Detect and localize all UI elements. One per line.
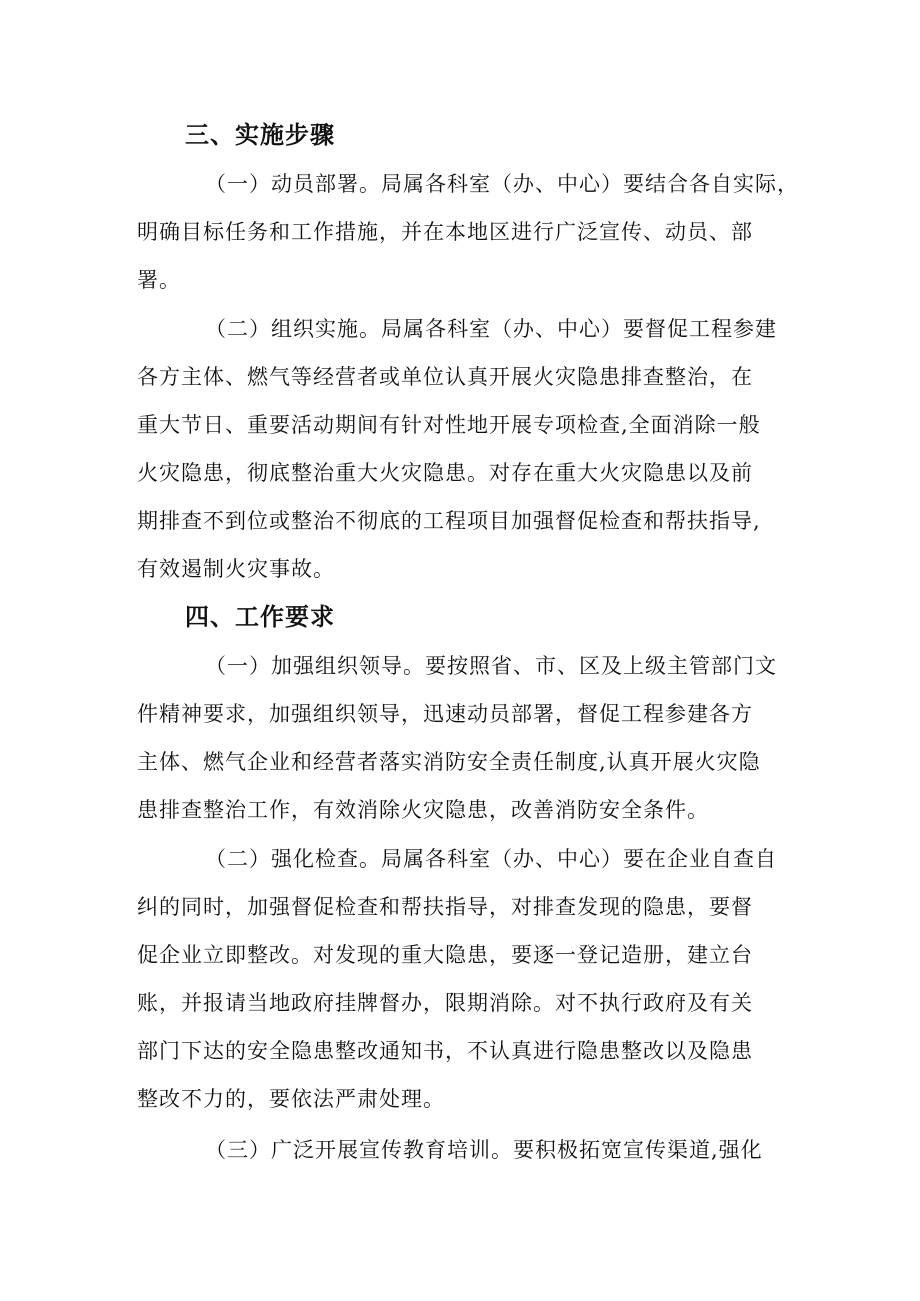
paragraph-line: （二）组织实施。局属各科室（办、中心）要督促工程参建 bbox=[205, 317, 777, 341]
paragraph-line: 件精神要求，加强组织领导，迅速动员部署，督促工程参建各方 bbox=[137, 702, 753, 726]
paragraph-line: 纠的同时，加强督促检查和帮扶指导，对排查发现的隐患，要督 bbox=[137, 895, 753, 919]
paragraph-line: 火灾隐患，彻底整治重大火灾隐患。对存在重大火灾隐患以及前 bbox=[137, 461, 753, 485]
paragraph-inspection bbox=[137, 835, 799, 1123]
section-heading-implementation-steps: 三、实施步骤 bbox=[185, 121, 335, 149]
paragraph-line: 患排查整治工作，有效消除火灾隐患，改善消防安全条件。 bbox=[137, 798, 709, 822]
paragraph-line: 促企业立即整改。对发现的重大隐患，要逐一登记造册，建立台 bbox=[137, 943, 753, 967]
paragraph-line: 重大节日、重要活动期间有针对性地开展专项检查,全面消除一般 bbox=[137, 413, 761, 437]
paragraph-organization bbox=[137, 305, 799, 593]
paragraph-line: 整改不力的，要依法严肃处理。 bbox=[137, 1087, 445, 1111]
paragraph-line: 有效遏制火灾事故。 bbox=[137, 557, 335, 581]
paragraph-line: （一）加强组织领导。要按照省、市、区及上级主管部门文 bbox=[205, 654, 777, 678]
paragraph-line: 署。 bbox=[137, 268, 181, 292]
paragraph-line: 明确目标任务和工作措施，并在本地区进行广泛宣传、动员、部 bbox=[137, 220, 753, 244]
paragraph-line: 部门下达的安全隐患整改通知书，不认真进行隐患整改以及隐患 bbox=[137, 1039, 753, 1063]
paragraph-line: （一）动员部署。局属各科室（办、中心）要结合各自实际， bbox=[205, 172, 799, 196]
paragraph-line: （二）强化检查。局属各科室（办、中心）要在企业自查自 bbox=[205, 847, 777, 871]
paragraph-line: 期排查不到位或整治不彻底的工程项目加强督促检查和帮扶指导, bbox=[137, 509, 761, 533]
paragraph-line: 账，并报请当地政府挂牌督办，限期消除。对不执行政府及有关 bbox=[137, 991, 753, 1015]
paragraph-line: 各方主体、燃气等经营者或单位认真开展火灾隐患排查整治，在 bbox=[137, 365, 753, 389]
paragraph-mobilization bbox=[137, 160, 799, 304]
paragraph-leadership bbox=[137, 642, 799, 834]
paragraph-line: （三）广泛开展宣传教育培训。要积极拓宽宣传渠道,强化 bbox=[205, 1138, 763, 1162]
paragraph-publicity bbox=[137, 1126, 799, 1174]
paragraph-line: 主体、燃气企业和经营者落实消防安全责任制度,认真开展火灾隐 bbox=[137, 750, 761, 774]
section-heading-work-requirements: 四、工作要求 bbox=[185, 603, 335, 631]
